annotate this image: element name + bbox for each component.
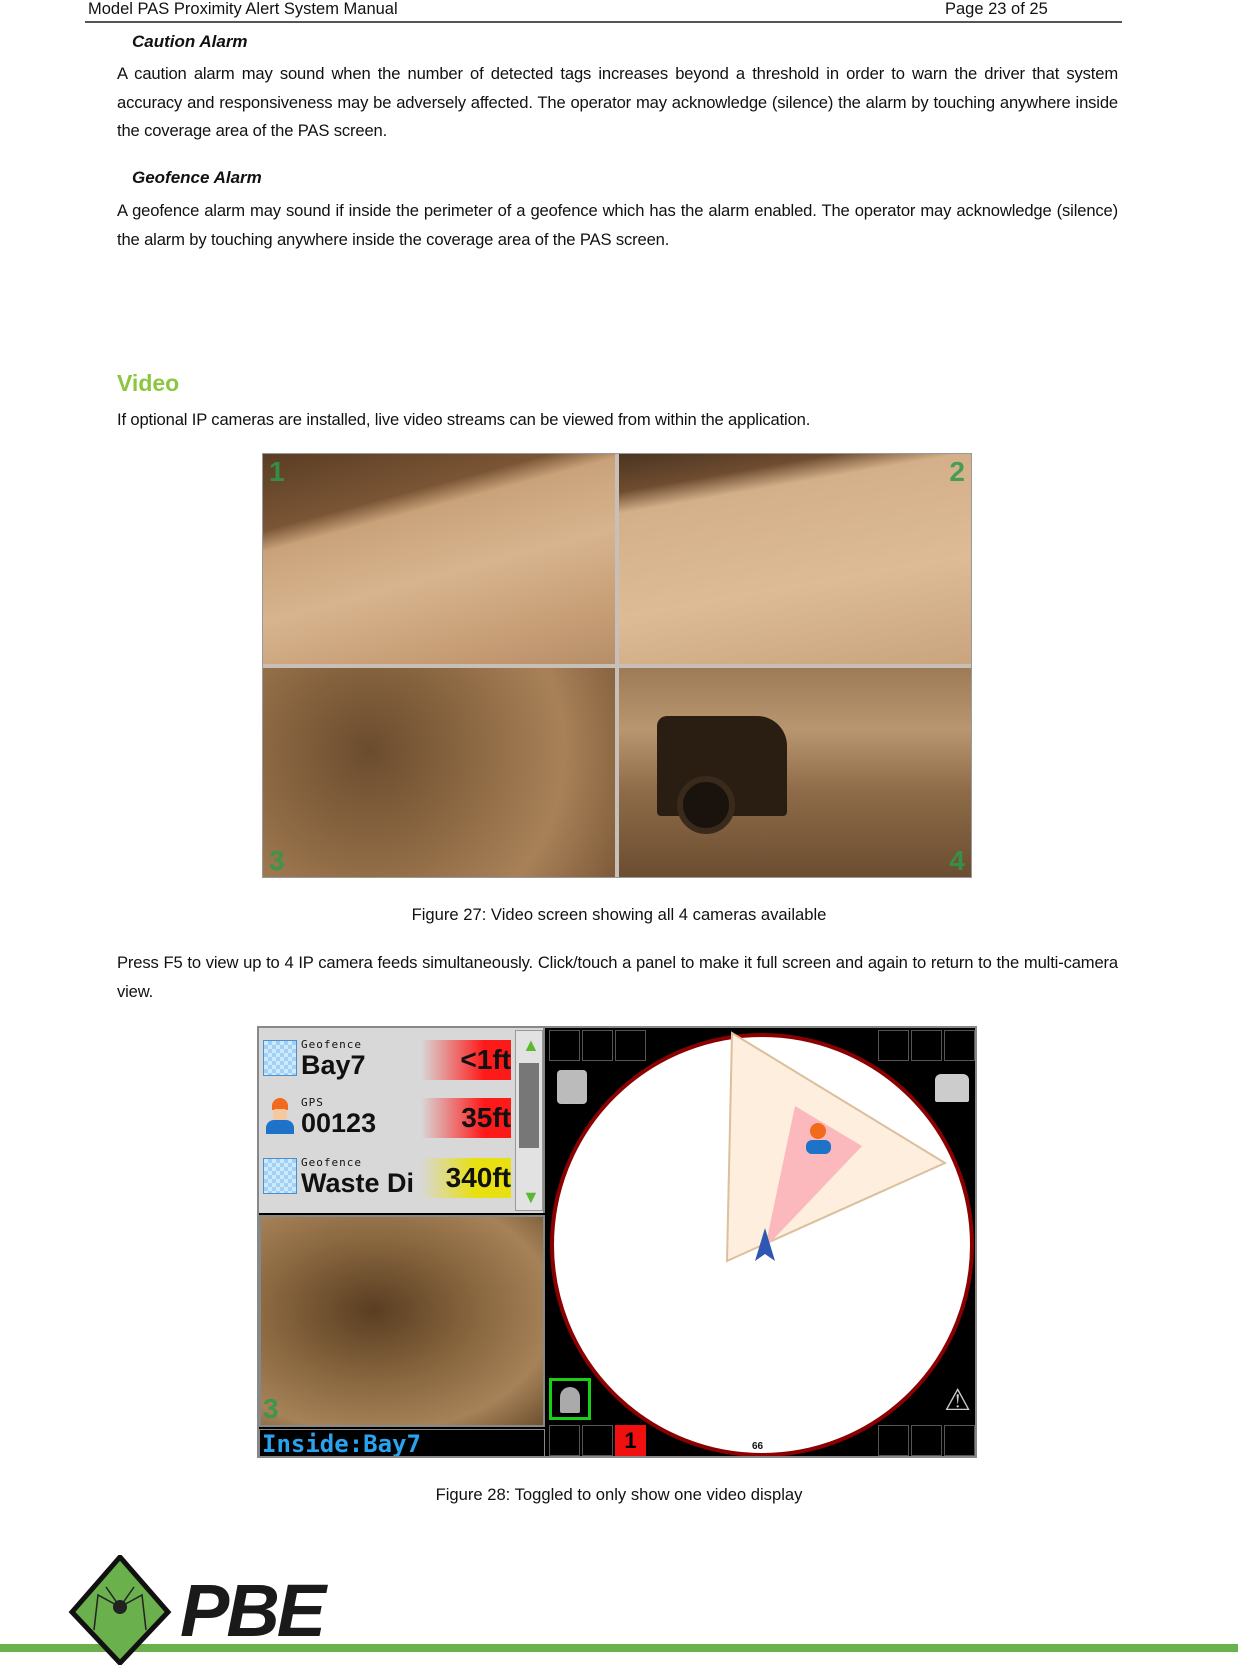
speed-readout: 66	[752, 1441, 764, 1452]
camera-label: 1	[269, 456, 285, 487]
status-slot	[878, 1030, 909, 1061]
four-camera-video-figure	[262, 453, 972, 878]
header-divider	[85, 21, 1122, 23]
header-title: Model PAS Proximity Alert System Manual	[88, 0, 398, 18]
pas-screen-figure	[257, 1026, 977, 1458]
camera-label: 4	[949, 845, 965, 876]
camera-2-feed[interactable]	[617, 454, 971, 666]
status-slot	[582, 1425, 613, 1456]
list-scrollbar[interactable]	[515, 1030, 543, 1211]
status-slot	[878, 1425, 909, 1456]
figure-27-caption: Figure 27: Video screen showing all 4 cameras available	[411, 905, 827, 924]
status-slot	[911, 1030, 942, 1061]
row-distance: 340ft	[421, 1158, 511, 1198]
camera-3-feed[interactable]	[259, 1215, 545, 1427]
detection-list	[259, 1028, 545, 1213]
caution-heading: Caution Alarm	[132, 32, 248, 51]
vehicle-icon[interactable]	[935, 1074, 969, 1102]
status-slot	[944, 1425, 975, 1456]
truck-icon[interactable]	[557, 1070, 587, 1104]
scroll-down-icon[interactable]: ▼	[522, 1187, 540, 1207]
caution-text: A caution alarm may sound when the number of detected tags increases beyond a threshold in order to warn the driver that system accuracy and responsiveness may be adversely affected. The operator may acknowledge (silence) the alarm by touching anywhere inside the coverage area of the PAS screen.	[117, 64, 1118, 140]
status-slot	[911, 1425, 942, 1456]
status-slot	[549, 1030, 580, 1061]
camera-label: 3	[263, 1393, 279, 1424]
row-name: 00123	[301, 1108, 377, 1138]
row-distance: 35ft	[421, 1098, 511, 1138]
row-name: Bay7	[301, 1050, 366, 1080]
scroll-thumb[interactable]	[519, 1063, 539, 1148]
camera-label: 3	[269, 845, 285, 876]
worker-filter-button[interactable]	[549, 1378, 591, 1420]
list-item[interactable]	[261, 1032, 511, 1090]
video-heading: Video	[117, 370, 180, 396]
camera-3-feed[interactable]	[263, 666, 617, 878]
status-slot	[582, 1030, 613, 1061]
list-item[interactable]	[261, 1150, 511, 1208]
row-distance: <1ft	[421, 1040, 511, 1080]
status-slot	[615, 1030, 646, 1061]
radar-svg	[547, 1028, 977, 1458]
status-slot	[944, 1030, 975, 1061]
radar-view[interactable]	[547, 1028, 977, 1458]
geofence-heading: Geofence Alarm	[132, 168, 262, 187]
list-item[interactable]	[261, 1090, 511, 1148]
geofence-text: A geofence alarm may sound if inside the perimeter of a geofence which has the alarm enabled. The operator may acknowledge (silence) the alarm by touching anywhere inside the coverage area of the PAS screen.	[117, 201, 1118, 249]
row-name: Waste Di	[301, 1168, 415, 1198]
geofence-icon	[263, 1158, 297, 1194]
geofence-status: Inside:Bay7	[259, 1429, 545, 1458]
truck-wheel	[677, 776, 735, 834]
figure-28-caption: Figure 28: Toggled to only show one video display	[435, 1485, 803, 1504]
row-type: Geofence	[301, 1038, 362, 1051]
status-slot	[549, 1425, 580, 1456]
row-type: GPS	[301, 1096, 324, 1109]
pbe-logo-mark	[68, 1555, 178, 1665]
pbe-logo-text: PBE	[180, 1569, 324, 1652]
video-body: Press F5 to view up to 4 IP camera feeds simultaneously. Click/touch a panel to make it full screen and again to return to the multi-camera view.	[117, 953, 1118, 1001]
alarm-count-badge[interactable]: 1	[615, 1425, 646, 1456]
row-type: Geofence	[301, 1156, 362, 1169]
divider	[263, 664, 971, 668]
camera-1-feed[interactable]	[263, 454, 617, 666]
worker-icon	[263, 1098, 297, 1134]
page-number: Page 23 of 25	[945, 0, 1048, 18]
scroll-up-icon[interactable]: ▲	[522, 1035, 540, 1055]
warning-icon[interactable]: ⚠	[944, 1384, 971, 1417]
geofence-icon	[263, 1040, 297, 1076]
camera-4-feed[interactable]	[617, 666, 971, 878]
video-intro: If optional IP cameras are installed, live video streams can be viewed from within the application.	[117, 410, 811, 429]
camera-label: 2	[949, 456, 965, 487]
